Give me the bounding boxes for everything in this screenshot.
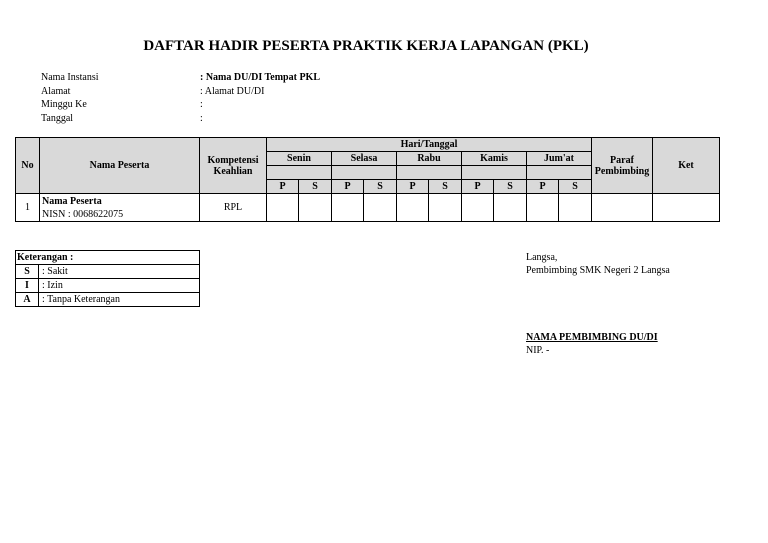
header-p: P xyxy=(397,180,429,194)
info-value: : xyxy=(200,112,203,124)
cell-thu-p xyxy=(462,194,494,222)
header-date xyxy=(267,166,332,180)
header-day: Selasa xyxy=(332,152,397,166)
row-competence: RPL xyxy=(200,194,267,222)
header-date xyxy=(332,166,397,180)
document-title: DAFTAR HADIR PESERTA PRAKTIK KERJA LAPANGAN (PKL) xyxy=(143,38,589,54)
legend-row xyxy=(16,293,200,307)
legend-table xyxy=(15,250,200,307)
header-no: No xyxy=(16,138,40,194)
info-label: Tanggal xyxy=(41,112,74,124)
info-label: Minggu Ke xyxy=(41,99,87,110)
header-p: P xyxy=(267,180,299,194)
info-value: : xyxy=(200,99,203,110)
row-nisn: NISN : 0068622075 xyxy=(42,208,124,220)
header-days-group: Hari/Tanggal xyxy=(267,138,592,152)
row-name-cell xyxy=(40,194,200,222)
signature-role: Pembimbing SMK Negeri 2 Langsa xyxy=(526,265,670,276)
signature-nip: NIP. - xyxy=(526,345,550,356)
cell-fri-s xyxy=(559,194,592,222)
header-p: P xyxy=(332,180,364,194)
header-day: Rabu xyxy=(397,152,462,166)
header-s: S xyxy=(559,180,592,194)
legend-code: I xyxy=(16,279,39,293)
header-paraf: Paraf Pembimbing xyxy=(592,138,653,194)
header-name: Nama Peserta xyxy=(40,138,200,194)
legend-code: A xyxy=(16,293,39,307)
header-s: S xyxy=(364,180,397,194)
header-row-1 xyxy=(16,138,720,152)
attendance-table xyxy=(15,137,720,222)
header-date xyxy=(397,166,462,180)
legend-code: S xyxy=(16,265,39,279)
cell-thu-s xyxy=(494,194,527,222)
legend-desc: : Sakit xyxy=(39,265,200,279)
cell-tue-s xyxy=(364,194,397,222)
header-s: S xyxy=(429,180,462,194)
header-p: P xyxy=(462,180,494,194)
legend-title: Keterangan : xyxy=(16,251,200,265)
cell-fri-p xyxy=(527,194,559,222)
cell-paraf xyxy=(592,194,653,222)
signature-city: Langsa, xyxy=(526,252,558,263)
header-s: S xyxy=(494,180,527,194)
info-label: Alamat xyxy=(41,85,71,97)
header-day: Senin xyxy=(267,152,332,166)
header-p: P xyxy=(527,180,559,194)
header-day: Kamis xyxy=(462,152,527,166)
legend-desc: : Tanpa Keterangan xyxy=(39,293,200,307)
legend-desc: : Izin xyxy=(39,279,200,293)
table-row xyxy=(16,194,720,222)
info-value: : Nama DU/DI Tempat PKL xyxy=(200,72,321,83)
header-date xyxy=(462,166,527,180)
legend-header-row xyxy=(16,251,200,265)
row-no: 1 xyxy=(16,194,40,222)
cell-wed-s xyxy=(429,194,462,222)
legend-row xyxy=(16,279,200,293)
cell-ket xyxy=(653,194,720,222)
header-ket: Ket xyxy=(653,138,720,194)
info-value: : Alamat DU/DI xyxy=(200,85,265,97)
header-day: Jum'at xyxy=(527,152,592,166)
header-competence: Kompetensi Keahlian xyxy=(200,138,267,194)
header-s: S xyxy=(299,180,332,194)
cell-mon-p xyxy=(267,194,299,222)
info-label: Nama Instansi xyxy=(41,72,99,83)
header-date xyxy=(527,166,592,180)
row-name: Nama Peserta xyxy=(42,195,102,207)
cell-tue-p xyxy=(332,194,364,222)
cell-wed-p xyxy=(397,194,429,222)
cell-mon-s xyxy=(299,194,332,222)
legend-row xyxy=(16,265,200,279)
signature-name: NAMA PEMBIMBING DU/DI xyxy=(526,332,658,343)
